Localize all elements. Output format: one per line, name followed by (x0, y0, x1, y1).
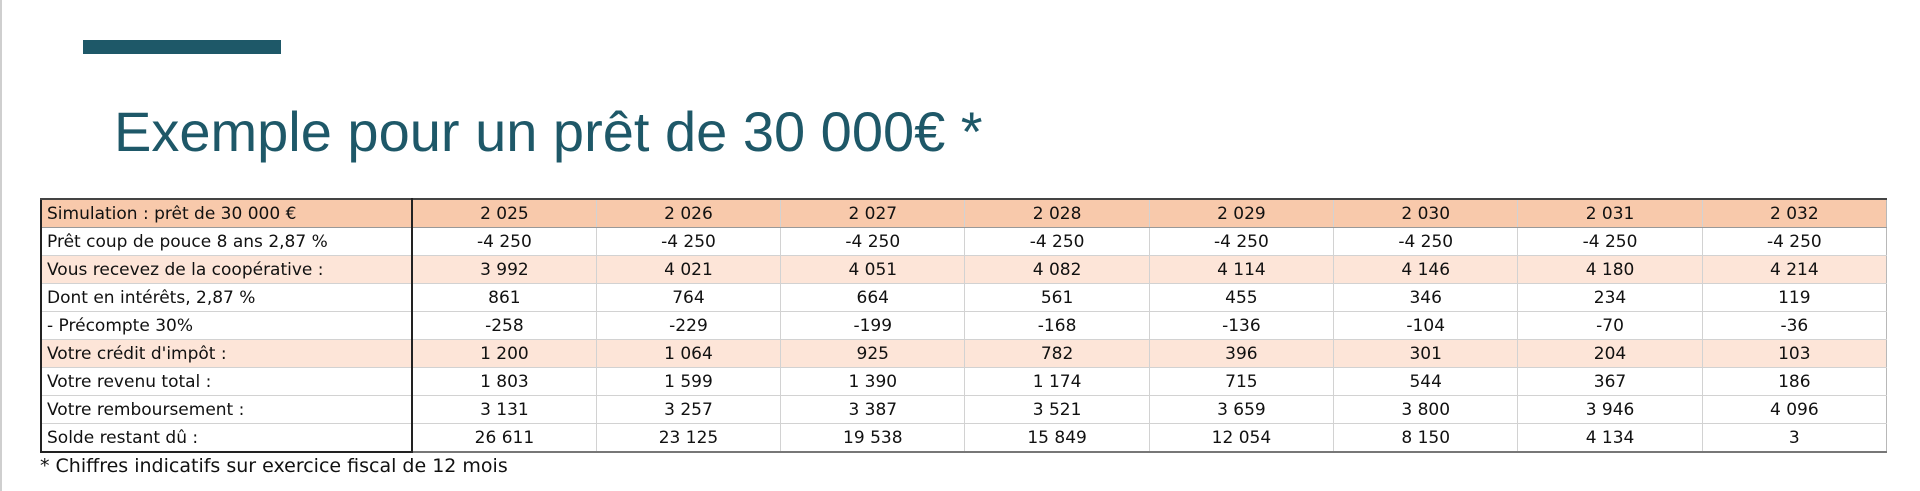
table-cell: 301 (1334, 340, 1518, 368)
table-cell: 782 (965, 340, 1149, 368)
table-cell: 19 538 (781, 424, 965, 453)
row-label: Prêt coup de pouce 8 ans 2,87 % (41, 228, 412, 256)
table-cell: 3 992 (412, 256, 596, 284)
table-cell: 3 521 (965, 396, 1149, 424)
table-cell: 4 134 (1518, 424, 1702, 453)
table-cell: 23 125 (596, 424, 780, 453)
table-cell: 4 096 (1702, 396, 1886, 424)
table-cell: -36 (1702, 312, 1886, 340)
table-cell: -168 (965, 312, 1149, 340)
table-cell: 3 (1702, 424, 1886, 453)
year-header: 2 026 (596, 199, 780, 228)
table-cell: 396 (1149, 340, 1333, 368)
year-header: 2 027 (781, 199, 965, 228)
row-label: Dont en intérêts, 2,87 % (41, 284, 412, 312)
table-cell: 1 064 (596, 340, 780, 368)
table-cell: 544 (1334, 368, 1518, 396)
table-cell: 186 (1702, 368, 1886, 396)
table-cell: 3 800 (1334, 396, 1518, 424)
table-cell: -4 250 (1702, 228, 1886, 256)
table-cell: 3 387 (781, 396, 965, 424)
table-cell: 4 051 (781, 256, 965, 284)
row-label: Solde restant dû : (41, 424, 412, 453)
table-row (41, 396, 1887, 424)
table-cell: 4 114 (1149, 256, 1333, 284)
table-cell: 1 200 (412, 340, 596, 368)
year-header: 2 029 (1149, 199, 1333, 228)
footnote: * Chiffres indicatifs sur exercice fiscal de 12 mois (40, 455, 508, 477)
table-header-row (41, 199, 1887, 228)
table-cell: 561 (965, 284, 1149, 312)
table-cell: 4 214 (1702, 256, 1886, 284)
table-cell: 4 180 (1518, 256, 1702, 284)
table-body (41, 228, 1887, 453)
table-cell: 1 390 (781, 368, 965, 396)
row-label: Votre remboursement : (41, 396, 412, 424)
table-cell: 4 021 (596, 256, 780, 284)
table-cell: 1 803 (412, 368, 596, 396)
table-cell: 925 (781, 340, 965, 368)
page-title: Exemple pour un prêt de 30 000€ * (114, 100, 983, 163)
table-cell: 664 (781, 284, 965, 312)
table-cell: 3 257 (596, 396, 780, 424)
table-row (41, 340, 1887, 368)
table-cell: -4 250 (781, 228, 965, 256)
simulation-table (40, 198, 1887, 453)
table-cell: 455 (1149, 284, 1333, 312)
row-label: - Précompte 30% (41, 312, 412, 340)
row-label: Votre revenu total : (41, 368, 412, 396)
table-row (41, 368, 1887, 396)
table-cell: -4 250 (1334, 228, 1518, 256)
table-row (41, 228, 1887, 256)
table-cell: -136 (1149, 312, 1333, 340)
table-row (41, 312, 1887, 340)
table-cell: 1 599 (596, 368, 780, 396)
table-cell: 4 146 (1334, 256, 1518, 284)
table-cell: 3 131 (412, 396, 596, 424)
table-cell: -258 (412, 312, 596, 340)
table-cell: 15 849 (965, 424, 1149, 453)
table-cell: 861 (412, 284, 596, 312)
year-header: 2 025 (412, 199, 596, 228)
table-cell: 346 (1334, 284, 1518, 312)
table-cell: 715 (1149, 368, 1333, 396)
table-cell: -4 250 (596, 228, 780, 256)
table-cell: 119 (1702, 284, 1886, 312)
year-header: 2 030 (1334, 199, 1518, 228)
table-cell: -229 (596, 312, 780, 340)
table-cell: -70 (1518, 312, 1702, 340)
table-cell: -199 (781, 312, 965, 340)
row-label: Vous recevez de la coopérative : (41, 256, 412, 284)
table-row (41, 256, 1887, 284)
year-header: 2 028 (965, 199, 1149, 228)
table-cell: 8 150 (1334, 424, 1518, 453)
table-cell: -4 250 (412, 228, 596, 256)
table-cell: -4 250 (1149, 228, 1333, 256)
year-header: 2 031 (1518, 199, 1702, 228)
table-cell: 1 174 (965, 368, 1149, 396)
table-cell: -4 250 (965, 228, 1149, 256)
title-accent-bar (83, 40, 281, 54)
table-cell: 3 946 (1518, 396, 1702, 424)
table-cell: -104 (1334, 312, 1518, 340)
table-cell: 234 (1518, 284, 1702, 312)
page-left-edge (0, 0, 2, 491)
table-cell: -4 250 (1518, 228, 1702, 256)
table-header-label: Simulation : prêt de 30 000 € (41, 199, 412, 228)
table-cell: 204 (1518, 340, 1702, 368)
table-cell: 26 611 (412, 424, 596, 453)
row-label: Votre crédit d'impôt : (41, 340, 412, 368)
table-cell: 4 082 (965, 256, 1149, 284)
table-cell: 12 054 (1149, 424, 1333, 453)
table-cell: 764 (596, 284, 780, 312)
year-header: 2 032 (1702, 199, 1886, 228)
table-cell: 367 (1518, 368, 1702, 396)
table-row (41, 424, 1887, 453)
table-row (41, 284, 1887, 312)
table-cell: 3 659 (1149, 396, 1333, 424)
table-cell: 103 (1702, 340, 1886, 368)
